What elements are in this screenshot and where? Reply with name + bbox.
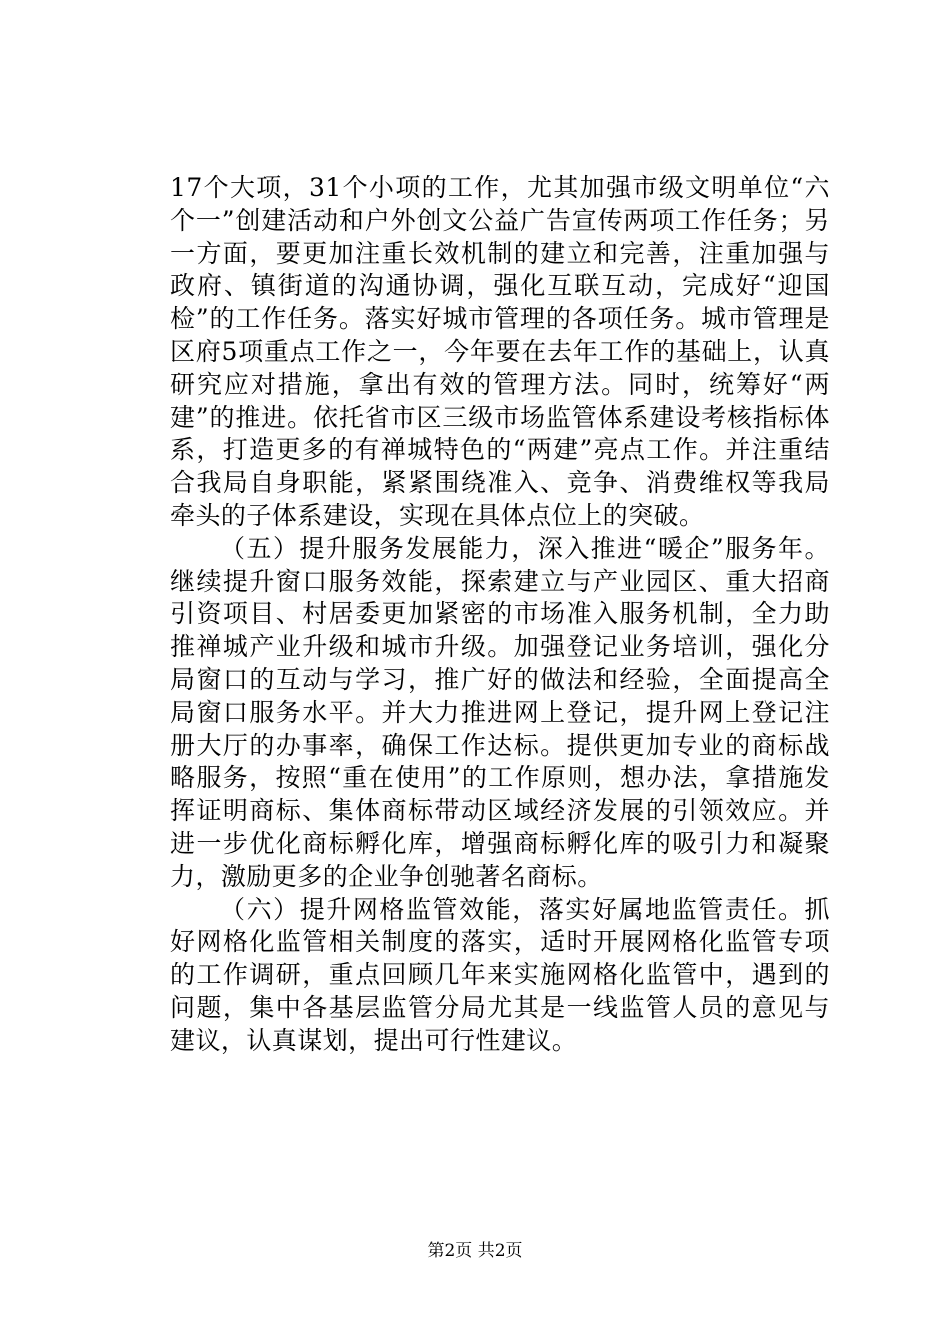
paragraph-continued: 17个大项，31个小项的工作，尤其加强市级文明单位“六个一”创建活动和户外创文公益广告宣传两项工作任务；另一方面，要更加注重长效机制的建立和完善，注重加强与政府、镇街道的沟通协调，强化互联互动，完成好“迎国检”的工作任务。落实好城市管理的各项任务。城市管理是区府5项重点工作之一，今年要在去年工作的基础上，认真研究应对措施，拿出有效的管理方法。同时，统筹好“两建”的推进。依托省市区三级市场监管体系建设考核指标体系，打造更多的有禅城特色的“两建”亮点工作。并注重结合我局自身职能，紧紧围绕准入、竞争、消费维权等我局牵头的子体系建设，实现在具体点位上的突破。	[170, 173, 830, 530]
paragraph-section-5: （五）提升服务发展能力，深入推进“暖企”服务年。继续提升窗口服务效能，探索建立与产业园区、重大招商引资项目、村居委更加紧密的市场准入服务机制，全力助推禅城产业升级和城市升级。加强登记业务培训，强化分局窗口的互动与学习，推广好的做法和经验，全面提高全局窗口服务水平。并大力推进网上登记，提升网上登记注册大厅的办事率，确保工作达标。提供更加专业的商标战略服务，按照“重在使用”的工作原则，想办法，拿措施发挥证明商标、集体商标带动区域经济发展的引领效应。并进一步优化商标孵化库，增强商标孵化库的吸引力和凝聚力，激励更多的企业争创驰著名商标。	[170, 533, 830, 891]
page-footer	[0, 1240, 950, 1262]
paragraph-section-6: （六）提升网格监管效能，落实好属地监管责任。抓好网格化监管相关制度的落实，适时开展网格化监管专项的工作调研，重点回顾几年来实施网格化监管中，遇到的问题，集中各基层监管分局尤其是一线监管人员的意见与建议，认真谋划，提出可行性建议。	[170, 894, 830, 1055]
page-number: 第2页 共2页	[427, 1241, 523, 1261]
body-text	[170, 172, 830, 1058]
